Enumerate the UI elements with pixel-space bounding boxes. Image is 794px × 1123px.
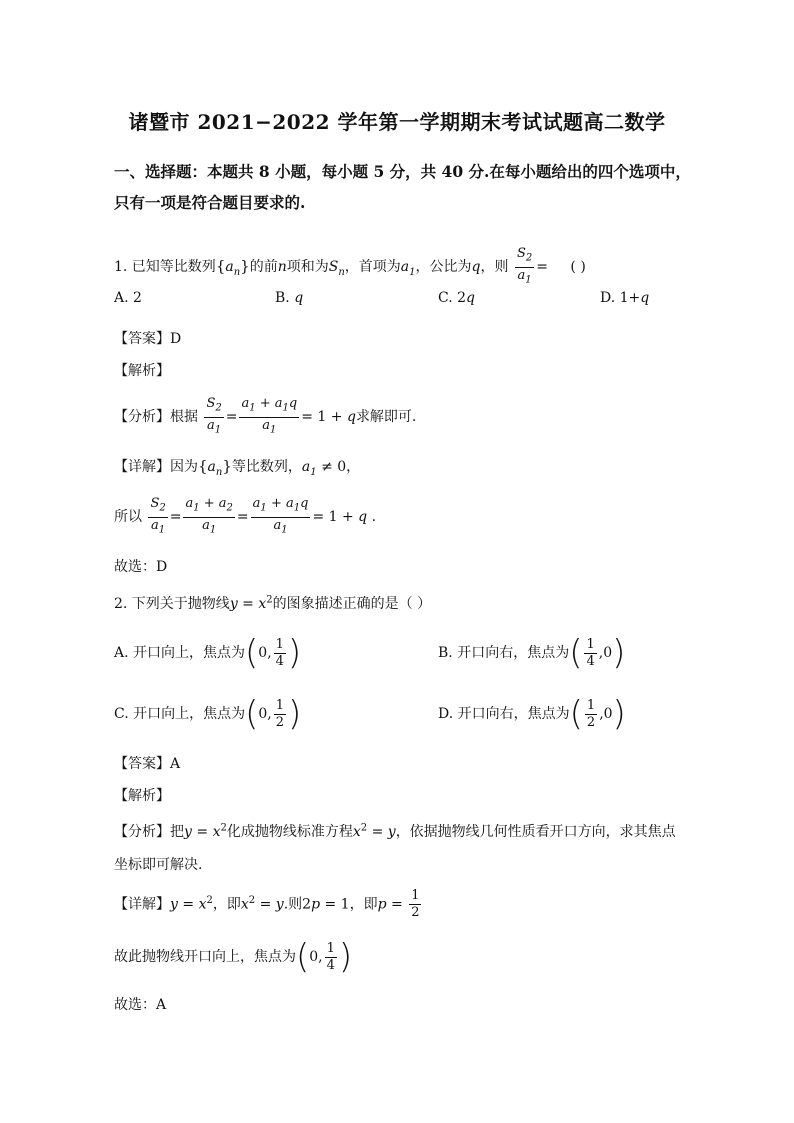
q1-suoyi: 所以 $\frac{S_2}{a_1}$ = $\frac{a_1 + a_2}{a_1}$ = $\frac{a_1 + a_1q}{a_1}$ = 1 + q . [114, 496, 376, 538]
q2-answer: 【答案】A [114, 756, 181, 772]
q1-fenxi: 【分析】根据 $\frac{S_2}{a_1}$ = $\frac{a_1 + a_1q}{a_1}$ = 1 + q求解即可. [114, 396, 416, 438]
question-1-stem: 1. 已知等比数列$\{a_n\}$的前n项和为$S_n$，首项为$a_1$，公比为q，则 $\frac{S_2}{a_1}$ = ( ) [114, 246, 586, 288]
q1-answer: 【答案】D [114, 331, 182, 347]
section-heading-line1: 一、选择题：本题共 8 小题，每小题 5 分，共 40 分.在每小题给出的四个选项中， [114, 162, 691, 181]
q2-final-answer: 故选：A [114, 997, 167, 1013]
q1-final-answer: 故选：D [114, 559, 168, 575]
q2-option-a: A. 开口向上，焦点为(0, $\frac{1}{4}$ ) [114, 633, 302, 673]
q2-xiangjie: 【详解】$y = x^2$，即$x^2 = y$.则2p = 1，即p = $\frac{1}{2}$ [114, 888, 420, 920]
q2-option-c: C. 开口向上，焦点为(0, $\frac{1}{2}$ ) [114, 694, 302, 734]
q1-option-c: C. 2q [438, 290, 476, 306]
q2-fenxi-line1: 【分析】把$y = x^2$化成抛物线标准方程$x^2 = y$，依据抛物线几何性质看开口方向，求其焦点 [114, 822, 676, 840]
q2-analysis-label: 【解析】 [114, 788, 170, 804]
q1-option-b: B. q [275, 290, 304, 306]
q2-fenxi-line2: 坐标即可解决. [114, 857, 203, 873]
q2-option-d: D. 开口向右，焦点为( $\frac{1}{2}$ ,0) [438, 694, 626, 734]
q2-option-b: B. 开口向右，焦点为( $\frac{1}{4}$ ,0) [438, 633, 626, 673]
q1-xiangjie: 【详解】因为$\{a_n\}$等比数列，$a_1 \ne 0$， [114, 457, 361, 478]
q1-analysis-label: 【解析】 [114, 363, 170, 379]
q2-conclusion: 故此抛物线开口向上，焦点为(0, $\frac{1}{4}$ ) [114, 937, 353, 977]
q1-option-d: D. 1+q [600, 290, 650, 306]
q1-option-a: A. 2 [114, 290, 142, 306]
question-2-stem: 2. 下列关于抛物线$y = x^2$的图象描述正确的是（ ） [114, 594, 432, 612]
section-heading-line2: 只有一项是符合题目要求的. [114, 193, 306, 212]
page-title: 诸暨市 2021−2022 学年第一学期期末考试试题高二数学 [128, 110, 666, 134]
